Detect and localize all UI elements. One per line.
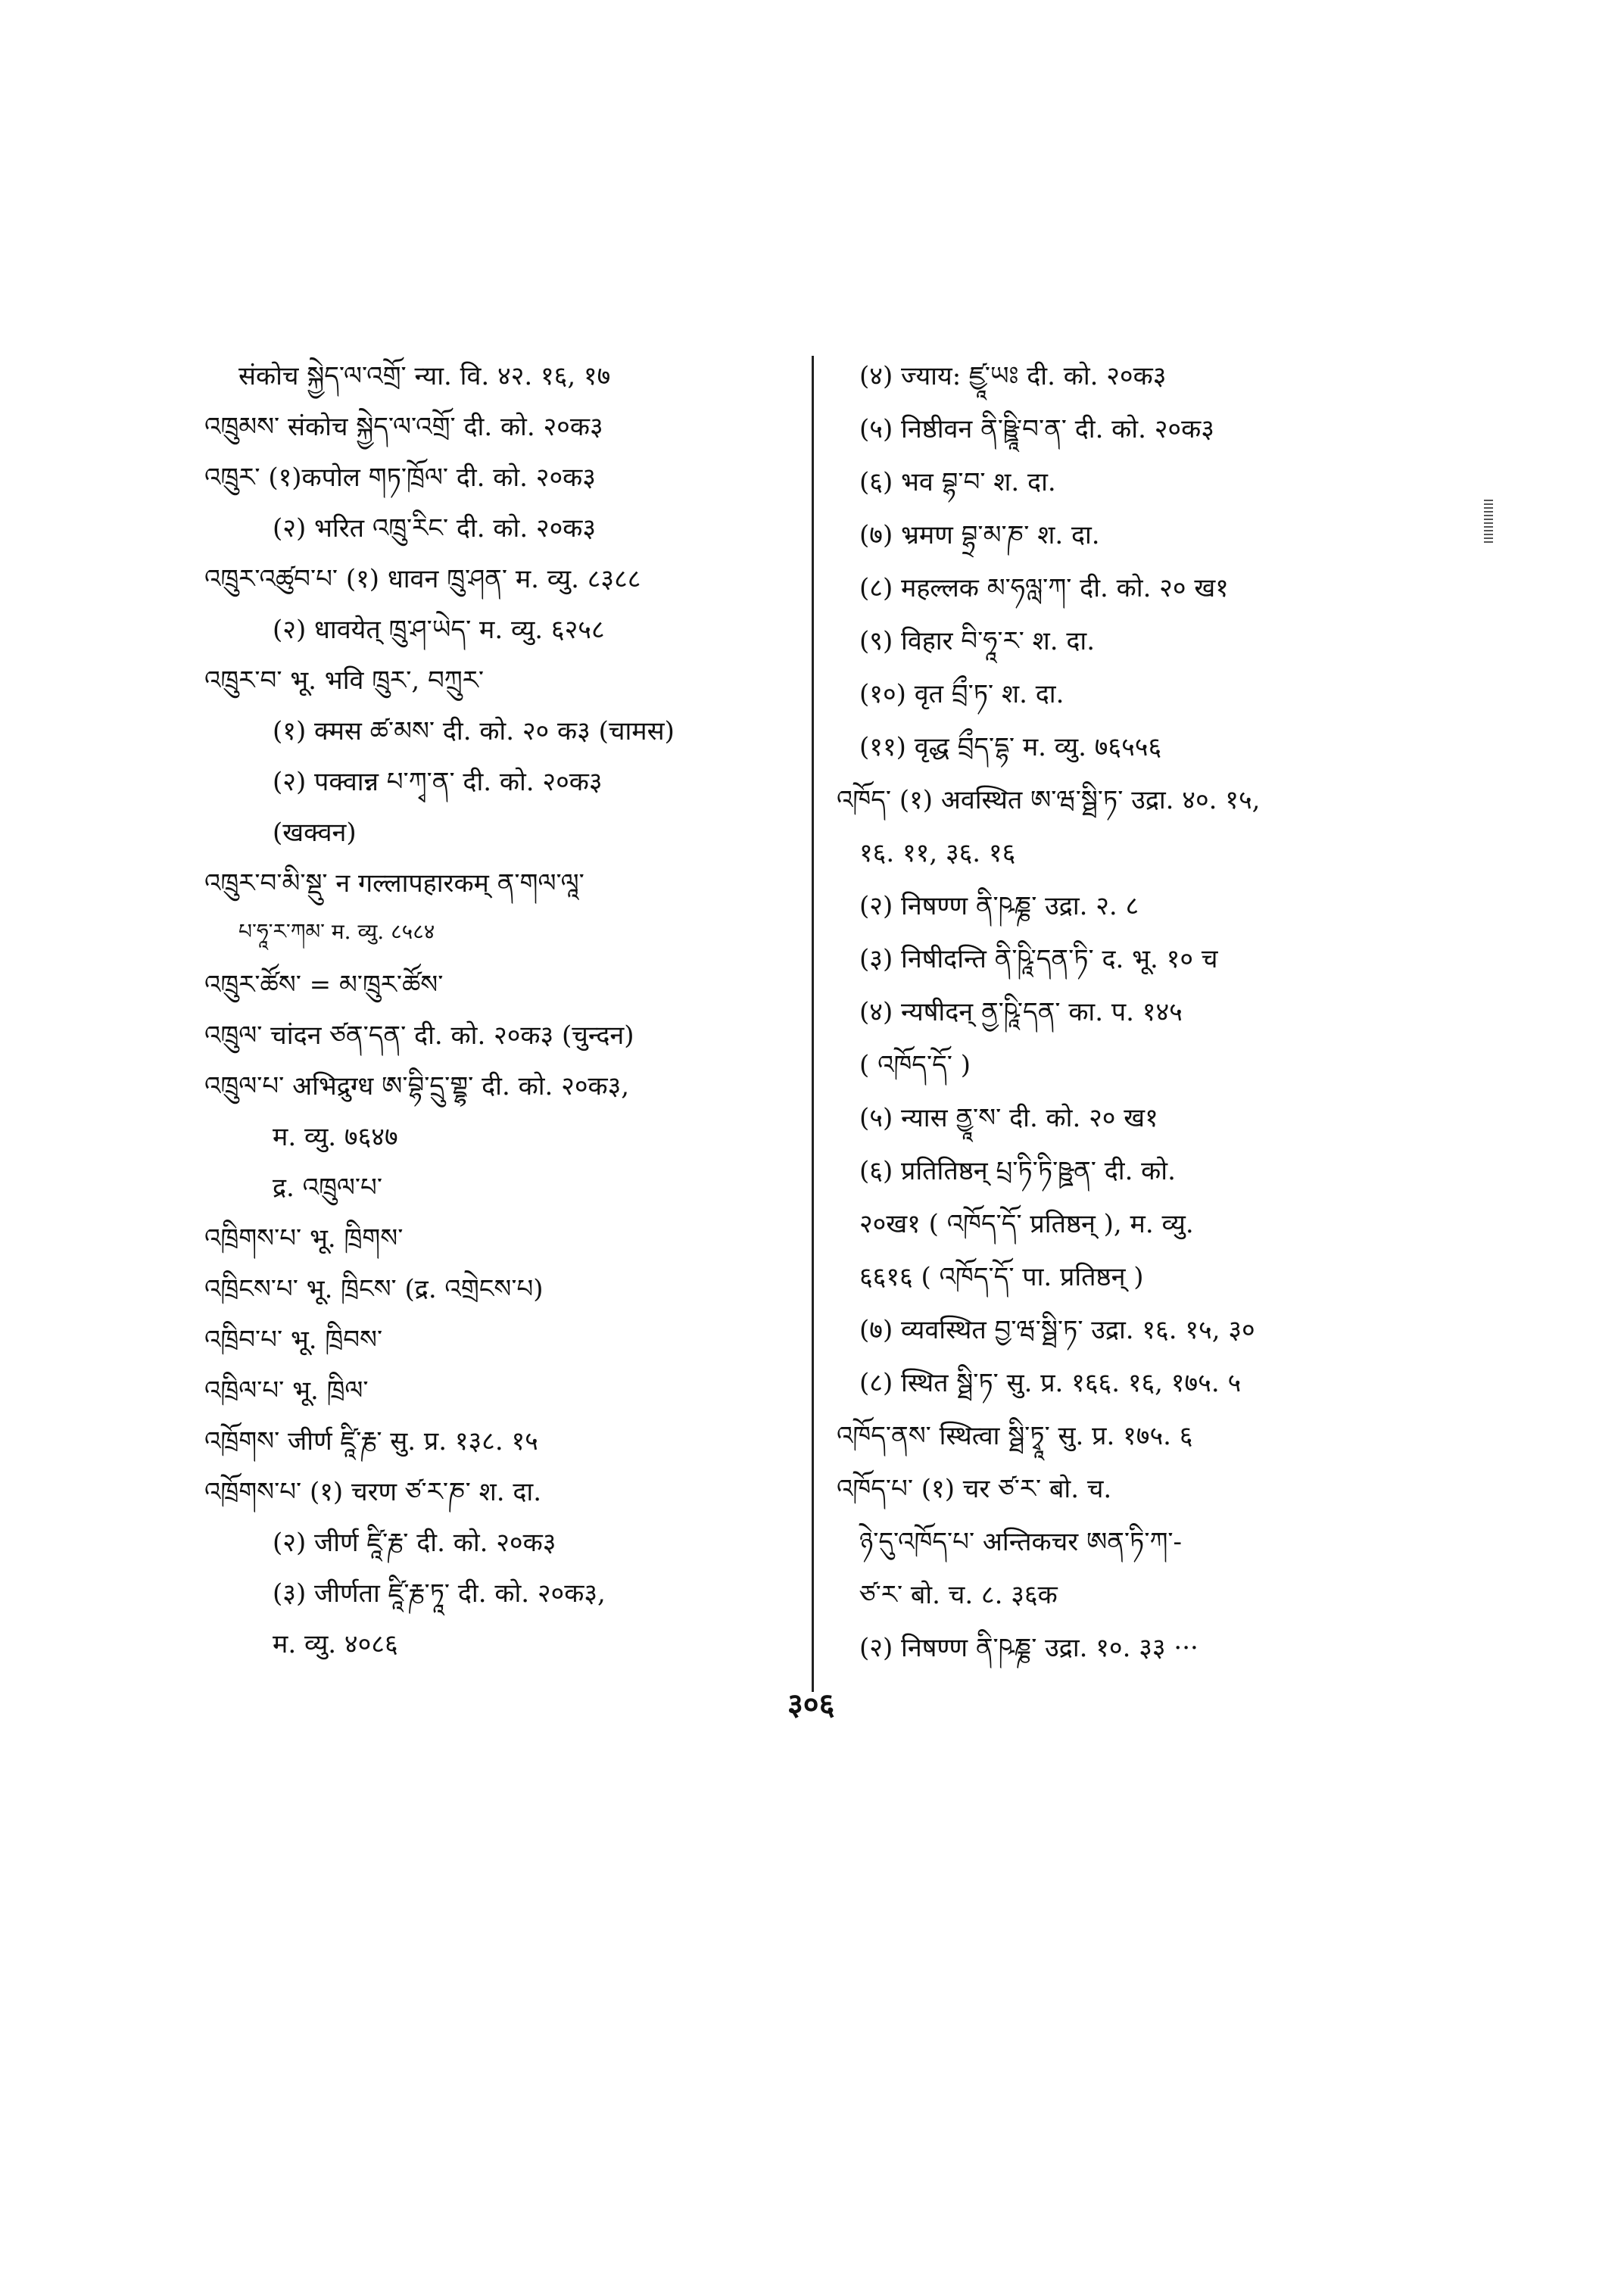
entry-line: (३) जीर्णता ཛཱི་རྞ་ཏཱ་ दी. को. २०क३, xyxy=(273,1578,606,1609)
entry-line: འཁྲིབ་པ་ भू. ཁྲིབས་ xyxy=(204,1325,383,1355)
entry-line: (४) न्यषीदन् ནྱ་ཥཱི་དན་ का. प. १४५ xyxy=(859,997,1183,1027)
entry-line: འཁྲོགས་པ་ (१) चरण ཙ་ར་ཎ་ श. दा. xyxy=(204,1477,542,1507)
entry-line: འཁྲིགས་པ་ भू. ཁྲིགས་ xyxy=(204,1223,404,1254)
entry-line: संकोच སྐྱེད་ལ་འགྲོ་ न्या. वि. ४२. १६, १७ xyxy=(238,361,611,391)
margin-mark xyxy=(1484,500,1493,545)
entry-line: འཁྲིལ་པ་ भू. ཁྲིལ་ xyxy=(204,1375,369,1406)
entry-line: (४) ज्याय: ཛྱཱ་ཡཿ दी. को. २०क३ xyxy=(859,361,1167,391)
entry-line: (२) भरित འཁྲུ་རིང་ दी. को. २०क३ xyxy=(273,513,597,544)
entry-line: (८) स्थित སྠི་ཏ་ सु. प्र. १६६. १६, १७५. ५ xyxy=(859,1368,1242,1398)
entry-line: འཁྲུམས་ संकोच སྐྱེད་ལ་འགྲོ་ दी. को. २०क३ xyxy=(204,412,603,442)
entry-line: འཁྲུར་ (१)कपोल གཏ་ཁྲོལ་ दी. को. २०क३ xyxy=(204,463,596,493)
entry-line: (३) निषीदन्ति ནི་ཥཱི་དན་ཏི་ द. भू. १० च xyxy=(859,944,1218,974)
entry-line: (६) प्रतितिष्ठन् པྲ་ཏི་ཏི་ཥྛན་ दी. को. xyxy=(859,1156,1176,1186)
entry-line: ( འཁོད་དོ་ ) xyxy=(859,1050,971,1080)
entry-line: (२) निषण्ण ནི་ཥཎྞ་ उद्रा. २. ८ xyxy=(859,891,1139,921)
entry-line: (९) विहार བི་ཧཱ་ར་ श. दा. xyxy=(859,626,1096,656)
entry-line: འཁྲུར་བ་མི་སྡུ་ न गल्लापहारकम् ན་གལ་ལཱ་ xyxy=(204,868,584,899)
entry-line: འཁྲུར་བ་ भू. भवि ཁྲུར་, བཀྲུར་ xyxy=(204,665,485,696)
page-number: ३०६ xyxy=(787,1687,835,1722)
entry-line: ཉེ་དུ་འཁོད་པ་ अन्तिकचर ཨན་ཏི་ཀ་- xyxy=(859,1527,1183,1557)
entry-line: འཁྲོགས་ जीर्ण ཛཱི་རྞ་ सु. प्र. १३८. १५ xyxy=(204,1426,538,1456)
entry-line: (११) वृद्ध བྲྀད་དྷ་ म. व्यु. ७६५५६ xyxy=(859,732,1162,762)
entry-line: (५) न्यास ནྱཱ་ས་ दी. को. २० ख१ xyxy=(859,1103,1158,1133)
entry-line: འཁོད་ནས་ स्थित्वा སྠི་ཏྭཱ་ सु. प्र. १७५. ६ xyxy=(837,1421,1193,1451)
entry-line: द्र. འཁྲུལ་པ་ xyxy=(273,1173,382,1203)
entry-line: (१) क्मस ཚ་མས་ दी. को. २० क३ (चामस) xyxy=(273,716,675,746)
entry-line: (७) भ्रमण བྷྲ་མ་ཎ་ श. दा. xyxy=(859,520,1100,550)
entry-line: འཁྲུར་འཚུབ་པ་ (१) धावन ཁྲུ་ཤན་ म. व्यु. ८३८८ xyxy=(204,564,641,594)
entry-line: འཁོད་ (१) अवस्थित ཨ་ཝ་སྠི་ཏ་ उद्रा. ४०. १५, xyxy=(837,785,1261,815)
entry-line: (२) धावयेत् ཁྲུ་ཤ་ཡེད་ म. व्यु. ६२५८ xyxy=(273,615,605,645)
column-divider xyxy=(812,356,814,1692)
entry-line: (२) निषण्ण ནི་ཥཎྞ་ उद्रा. १०. ३३ ··· xyxy=(859,1633,1199,1663)
entry-line: པ་ཧཱ་ར་ཀམ་ म. व्यु. ८५८४ xyxy=(238,919,435,944)
entry-line: (खक्वन) xyxy=(273,818,357,848)
entry-line: (१०) वृत བྲྀ་ཏ་ श. दा. xyxy=(859,679,1064,709)
entry-line: འཁྲུར་ཚོས་ = མ་ཁྲུར་ཚོས་ xyxy=(204,970,444,1000)
entry-line: འཁོད་པ་ (१) चर ཙ་ར་ बो. च. xyxy=(837,1474,1112,1504)
entry-line: (७) व्यवस्थित བྱ་ཝ་སྠི་ཏ་ उद्रा. १६. १५, ३० xyxy=(859,1315,1255,1345)
entry-line: (५) निष्ठीवन ནི་ཥྛཱི་བ་ན་ दी. को. २०क३ xyxy=(859,414,1214,444)
entry-line: འཁྲིངས་པ་ भू. ཁྲིངས་ (द्र. འགྲེངས་པ) xyxy=(204,1274,544,1304)
entry-line: ६६१६ ( འཁོད་དོ་ पा. प्रतिष्ठन् ) xyxy=(859,1262,1144,1292)
entry-line: म. व्यु. ४०८६ xyxy=(273,1629,398,1659)
entry-line: འཁྲུལ་པ་ अभिद्रुग्ध ཨ་བྷི་དྲུ་གྡྷ་ दी. को. २०क३, xyxy=(204,1071,630,1101)
entry-line: (६) भव བྷ་བ་ श. दा. xyxy=(859,467,1056,497)
entry-line: (८) महल्लक མ་ཧལླ་ཀ་ दी. को. २० ख१ xyxy=(859,573,1229,603)
entry-line: ཙ་ར་ बो. च. ८. ३६क xyxy=(859,1580,1058,1610)
entry-line: म. व्यु. ७६४७ xyxy=(273,1122,398,1152)
entry-line: (२) पक्वान्न པ་ཀྭ་ན་ दी. को. २०क३ xyxy=(273,767,603,797)
entry-line: (२) जीर्ण ཛཱི་རྞ་ दी. को. २०क३ xyxy=(273,1528,556,1558)
entry-line: འཁྲུལ་ चांदन ཙན་དན་ दी. को. २०क३ (चुन्दन) xyxy=(204,1020,634,1051)
entry-line: १६. ११, ३६. १६ xyxy=(859,838,1016,868)
entry-line: २०ख१ ( འཁོད་དོ་ प्रतिष्ठन् ), म. व्यु. xyxy=(859,1209,1194,1239)
